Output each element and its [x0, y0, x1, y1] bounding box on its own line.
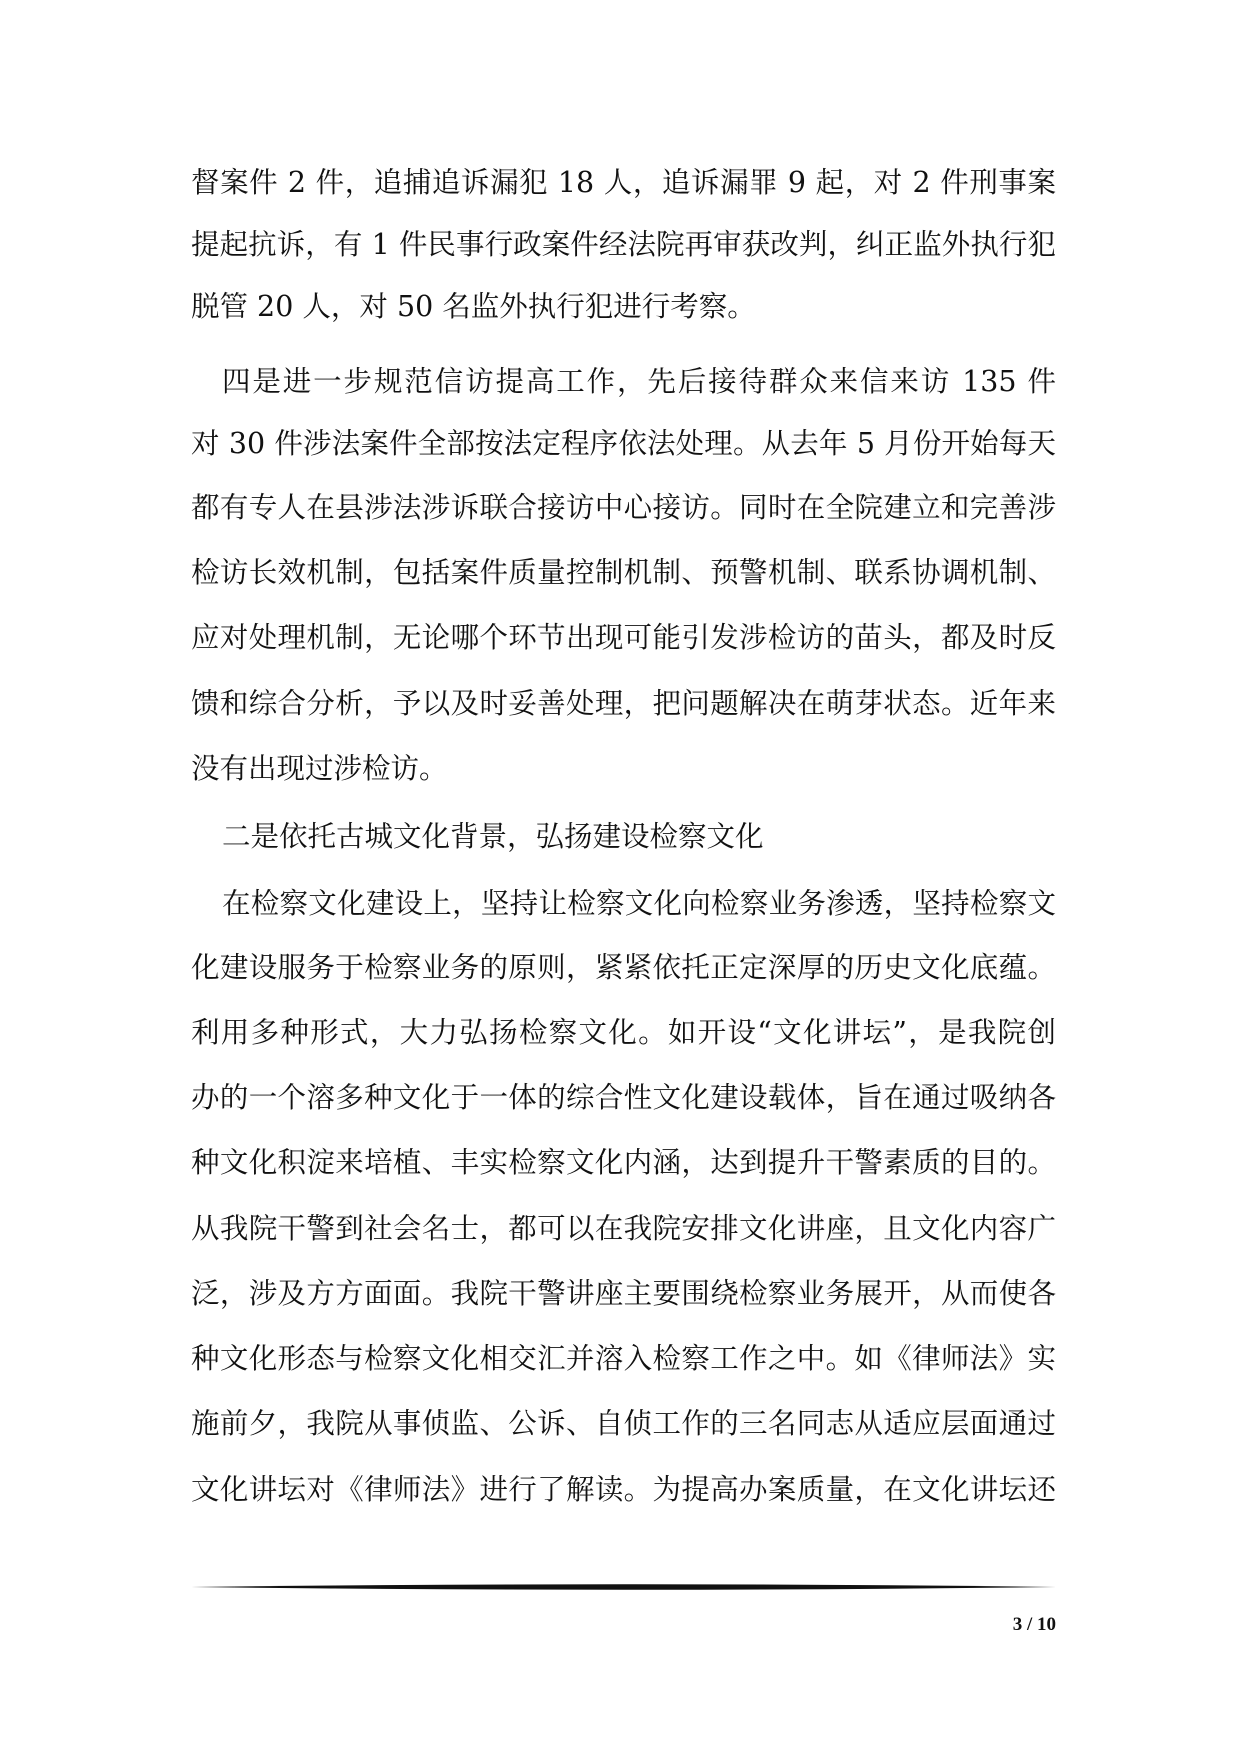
footer-rule — [191, 1582, 1056, 1592]
body-line: 没有出现过涉检访。 — [191, 752, 448, 785]
body-line: 对 30 件涉法案件全部按法定程序依法处理。从去年 5 月份开始每天 — [191, 427, 1056, 460]
body-line: 种文化形态与检察文化相交汇并溶入检察工作之中。如《律师法》实 — [191, 1342, 1056, 1375]
body-line: 督案件 2 件，追捕追诉漏犯 18 人，追诉漏罪 9 起，对 2 件刑事案 — [191, 166, 1056, 199]
heading-line: 二是依托古城文化背景，弘扬建设检察文化 — [222, 820, 764, 853]
body-line: 化建设服务于检察业务的原则，紧紧依托正定深厚的历史文化底蕴。 — [191, 951, 1056, 984]
body-line: 应对处理机制，无论哪个环节出现可能引发涉检访的苗头，都及时反 — [191, 621, 1056, 654]
body-line: 在检察文化建设上，坚持让检察文化向检察业务渗透，坚持检察文 — [222, 887, 1056, 920]
body-line: 种文化积淀来培植、丰实检察文化内涵，达到提升干警素质的目的。 — [191, 1146, 1056, 1179]
body-line: 泛，涉及方方面面。我院干警讲座主要围绕检察业务展开，从而使各 — [191, 1277, 1056, 1310]
body-line: 馈和综合分析，予以及时妥善处理，把问题解决在萌芽状态。近年来 — [191, 687, 1056, 720]
body-line: 四是进一步规范信访提高工作，先后接待群众来信来访 135 件 — [222, 365, 1056, 398]
body-line: 施前夕，我院从事侦监、公诉、自侦工作的三名同志从适应层面通过 — [191, 1407, 1056, 1440]
body-line: 从我院干警到社会名士，都可以在我院安排文化讲座，且文化内容广 — [191, 1212, 1056, 1245]
body-line: 脱管 20 人，对 50 名监外执行犯进行考察。 — [191, 290, 756, 323]
page-number: 3 / 10 — [1012, 1614, 1056, 1635]
body-line: 检访长效机制，包括案件质量控制机制、预警机制、联系协调机制、 — [191, 556, 1056, 589]
body-line: 利用多种形式，大力弘扬检察文化。如开设“文化讲坛”，是我院创 — [191, 1016, 1056, 1049]
body-line: 都有专人在县涉法涉诉联合接访中心接访。同时在全院建立和完善涉 — [191, 491, 1056, 524]
body-line: 文化讲坛对《律师法》进行了解读。为提高办案质量，在文化讲坛还 — [191, 1473, 1056, 1506]
body-line: 办的一个溶多种文化于一体的综合性文化建设载体，旨在通过吸纳各 — [191, 1081, 1056, 1114]
body-line: 提起抗诉，有 1 件民事行政案件经法院再审获改判，纠正监外执行犯 — [191, 228, 1056, 261]
